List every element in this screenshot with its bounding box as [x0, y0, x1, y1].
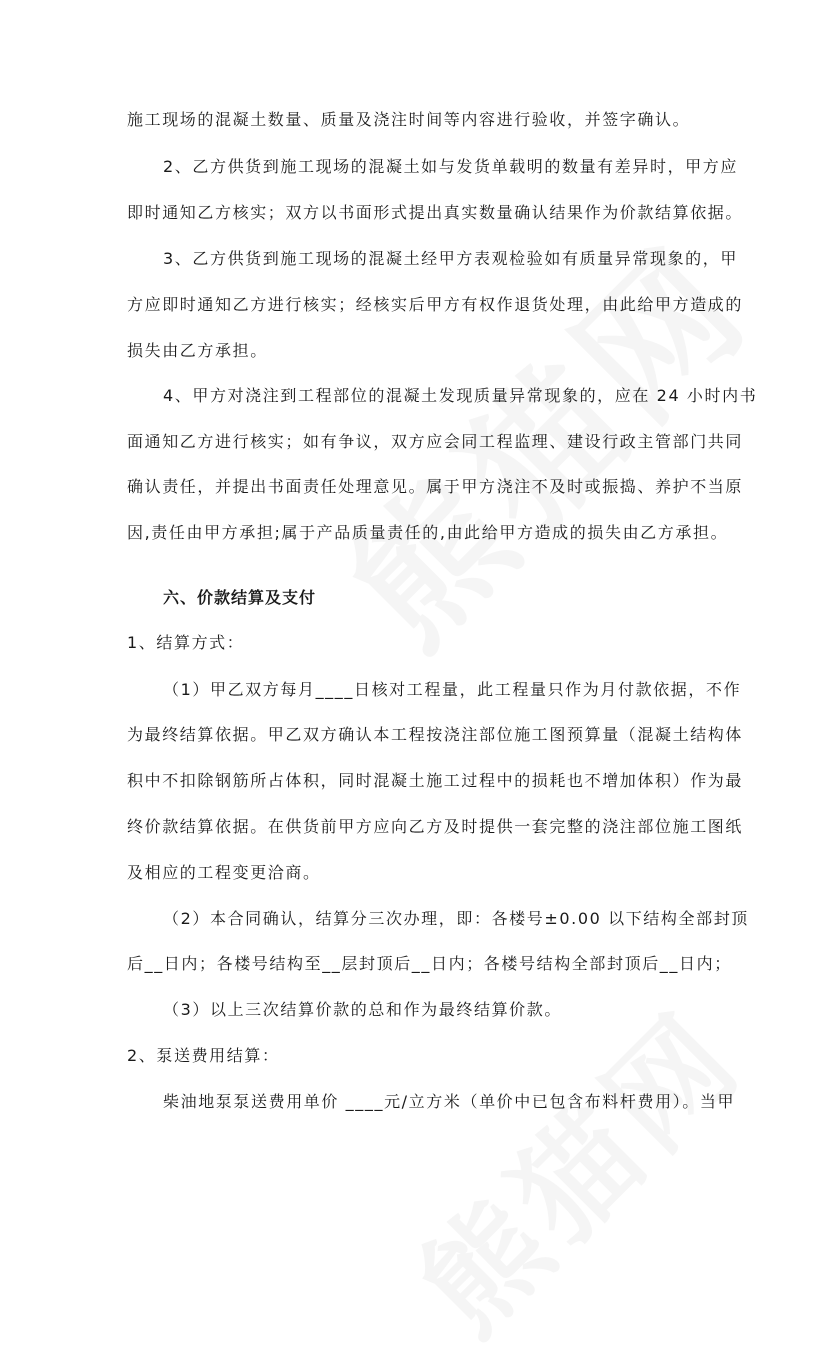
- text-line: 施工现场的混凝土数量、质量及浇注时间等内容进行验收，并签字确认。: [127, 110, 691, 129]
- text-line: 后__日内；各楼号结构至__层封顶后__日内；各楼号结构全部封顶后__日内；: [127, 954, 732, 973]
- text-line: 方应即时通知乙方进行核实；经核实后甲方有权作退货处理，由此给甲方造成的: [127, 295, 744, 314]
- text-line: 面通知乙方进行核实；如有争议，双方应会同工程监理、建设行政主管部门共同: [127, 432, 744, 451]
- text-line: 因,责任由甲方承担;属于产品质量责任的,由此给甲方造成的损失由乙方承担。: [127, 523, 729, 542]
- text-line: （1）甲乙双方每月____日核对工程量，此工程量只作为月付款依据，不作: [163, 680, 742, 699]
- text-line: 损失由乙方承担。: [127, 341, 268, 360]
- text-line: 及相应的工程变更洽商。: [127, 863, 321, 882]
- section-heading: 六、价款结算及支付: [163, 588, 317, 607]
- text-line: 2、泵送费用结算：: [127, 1046, 280, 1065]
- text-line: （2）本合同确认，结算分三次办理，即：各楼号±0.00 以下结构全部封顶: [163, 909, 749, 928]
- text-line: 1、结算方式：: [127, 633, 245, 652]
- text-line: 4、甲方对浇注到工程部位的混凝土发现质量异常现象的，应在 24 小时内书: [163, 386, 758, 405]
- watermark-bottom: [376, 967, 773, 1364]
- text-line: （3）以上三次结算价款的总和作为最终结算价款。: [163, 1000, 562, 1019]
- text-line: 终价款结算依据。在供货前甲方应向乙方及时提供一套完整的浇注部位施工图纸: [127, 817, 744, 836]
- text-line: 2、乙方供货到施工现场的混凝土如与发货单载明的数量有差异时，甲方应: [163, 157, 738, 176]
- text-line: 柴油地泵泵送费用单价 ____元/立方米（单价中已包含布料杆费用）。当甲: [163, 1092, 736, 1111]
- text-line: 即时通知乙方核实；双方以书面形式提出真实数量确认结果作为价款结算依据。: [127, 203, 744, 222]
- text-line: 积中不扣除钢筋所占体积，同时混凝土施工过程中的损耗也不增加体积）作为最: [127, 771, 744, 790]
- text-line: 为最终结算依据。甲乙双方确认本工程按浇注部位施工图预算量（混凝土结构体: [127, 725, 744, 744]
- text-line: 3、乙方供货到施工现场的混凝土经甲方表观检验如有质量异常现象的，甲: [163, 249, 738, 268]
- text-line: 确认责任，并提出书面责任处理意见。属于甲方浇注不及时或振捣、养护不当原: [127, 477, 744, 496]
